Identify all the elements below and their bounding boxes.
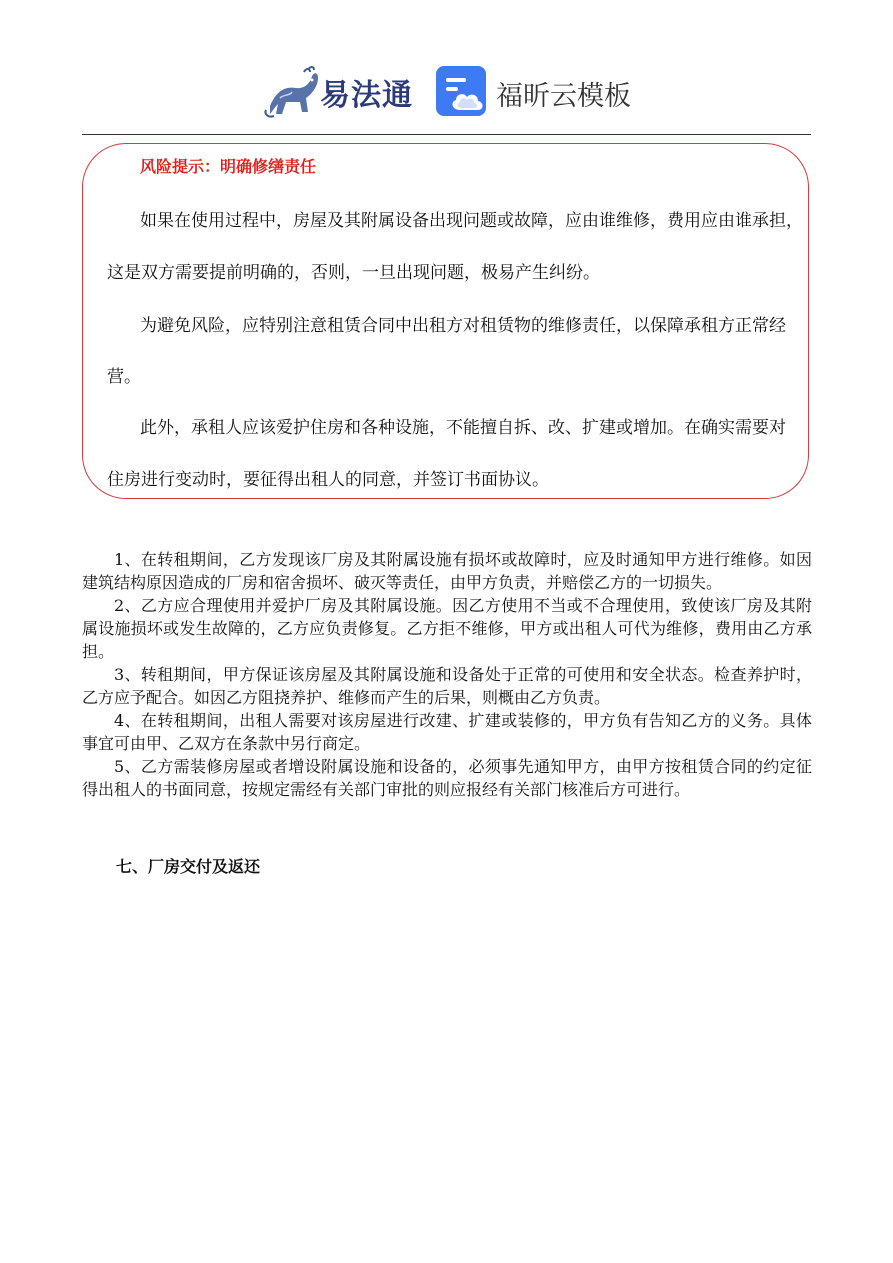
clause-paragraph: 5、乙方需装修房屋或者增设附属设施和设备的，必须事先通知甲方，由甲方按租赁合同的约定征得出租人的书面同意，按规定需经有关部门审批的则应报经有关部门核准后方可进行。 [82,757,812,799]
page-header [0,0,893,135]
risk-notice-line: 住房进行变动时，要征得出租人的同意，并签订书面协议。 [107,470,549,490]
risk-notice-line: 营。 [107,367,141,387]
section-heading: 七、厂房交付及返还 [116,857,261,876]
cloud-document-icon [436,66,488,118]
clause-paragraph: 2、乙方应合理使用并爱护厂房及其附属设施。因乙方使用不当或不合理使用，致使该厂房及其附属设施损坏或发生故障的，乙方应负责修复。乙方拒不维修，甲方或出租人可代为维修，费用由乙方承担。 [82,596,812,661]
risk-notice-line: 此外，承租人应该爱护住房和各种设施，不能擅自拆、改、扩建或增加。在确实需要对 [140,418,786,438]
risk-notice-line: 如果在使用过程中，房屋及其附属设备出现问题或故障，应由谁维修，费用应由谁承担， [140,211,803,231]
clause-paragraph: 3、转租期间，甲方保证该房屋及其附属设施和设备处于正常的可使用和安全状态。检查养护时，乙方应予配合。如因乙方阻挠养护、维修而产生的后果，则概由乙方负责。 [82,665,812,707]
foxit-cloud-template-logo [436,66,636,118]
clause-paragraph: 4、在转租期间，出租人需要对该房屋进行改建、扩建或装修的，甲方负有告知乙方的义务。具体事宜可由甲、乙双方在条款中另行商定。 [82,711,812,753]
yifatong-logo [262,62,422,120]
clause-paragraph: 1、在转租期间，乙方发现该厂房及其附属设施有损坏或故障时，应及时通知甲方进行维修。如因建筑结构原因造成的厂房和宿舍损坏、破灭等责任，由甲方负责，并赔偿乙方的一切损失。 [82,550,812,592]
contract-clauses [82,548,812,801]
risk-notice-title: 风险提示：明确修缮责任 [140,157,317,176]
foxit-cloud-template-text: 福昕云模板 [496,81,631,112]
risk-notice-line: 为避免风险，应特别注意租赁合同中出租方对租赁物的维修责任，以保障承租方正常经 [140,316,786,336]
qilin-mascot-icon [262,62,322,120]
risk-notice-line: 这是双方需要提前明确的，否则，一旦出现问题，极易产生纠纷。 [107,263,600,283]
yifatong-logo-text: 易法通 [320,78,413,113]
header-divider [82,134,811,135]
